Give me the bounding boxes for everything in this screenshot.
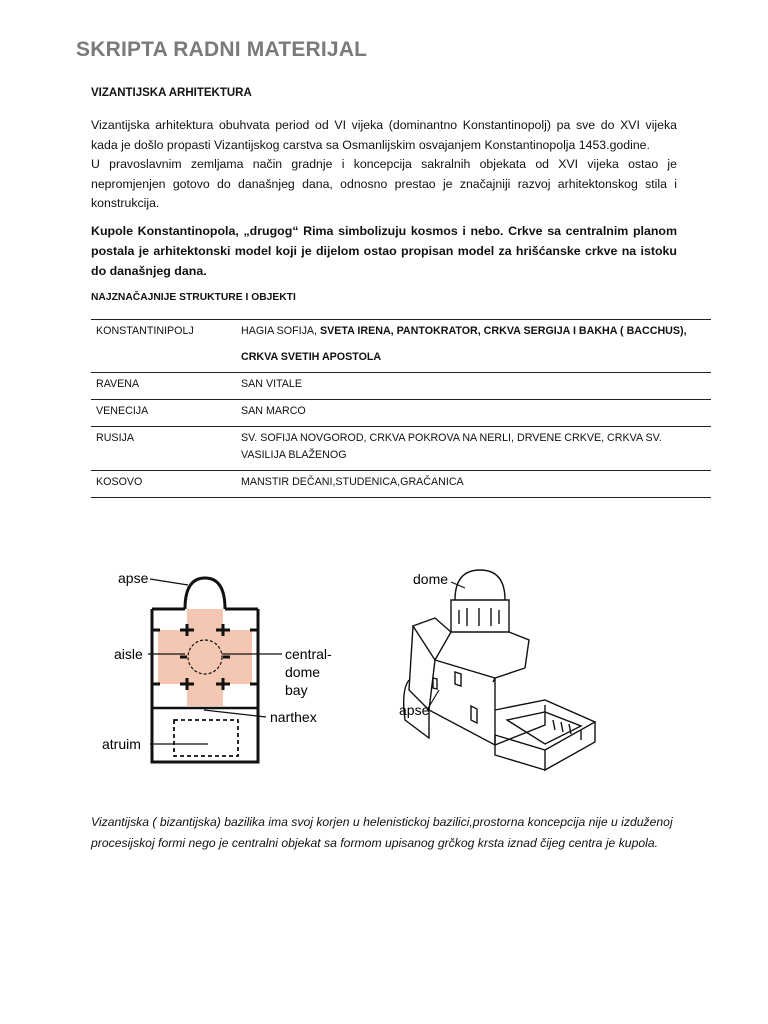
location-cell: VENECIJA [96, 405, 149, 417]
location-cell: RAVENA [96, 378, 140, 390]
objects-text-bold-2: CRKVA SVETIH APOSTOLA [241, 351, 382, 363]
table-row [91, 471, 711, 498]
objects-cell: SAN VITALE [241, 378, 302, 390]
objects-cell: SAN MARCO [241, 405, 306, 417]
location-cell: RUSIJA [96, 432, 135, 444]
basilica-plan-diagram [100, 560, 340, 790]
label-central-3: bay [285, 682, 308, 698]
section-title: VIZANTIJSKA ARHITEKTURA [91, 87, 252, 99]
label-central-2: dome [285, 664, 321, 680]
location-cell: KONSTANTINIPOLJ [96, 325, 194, 337]
label-central-1: central- [285, 646, 332, 662]
diagram-caption: Vizantijska ( bizantijska) bazilika ima svoj korjen u helenistickoj bazilici,prostorna koncepcija nije u izduženoj procesijskoj formi nego je centralni objekat sa formom upisanog grčkog krsta iznad čijeg centra je kupola. [91, 815, 673, 850]
table-row [91, 400, 711, 427]
objects-cell: SV. SOFIJA NOVGOROD, CRKVA POKROVA NA NERLI, DRVENE CRKVE, CRKVA SV. VASILIJA BLAŽENOG [241, 432, 662, 461]
objects-text-bold: SVETA IRENA, PANTOKRATOR, CRKVA SERGIJA I BAKHA ( BACCHUS), [320, 325, 687, 337]
table-row [91, 320, 711, 373]
label-atrium: atruim [102, 736, 141, 752]
label-apse: apse [118, 570, 149, 586]
label-aisle: aisle [114, 646, 143, 662]
table-row [91, 373, 711, 400]
intro-line-1: Vizantijska arhitektura obuhvata period od VI vijeka (dominantno Konstantinopolj) pa sve do XVI vijeka kada je došlo propasti Vizantijskog carstva sa Osmanlijskim osvajanjem Konstantinopolja 1453.godine. [91, 118, 677, 152]
central-dome-highlight [158, 609, 252, 706]
structures-table [91, 319, 711, 498]
objects-cell [236, 320, 711, 373]
label-dome: dome [413, 571, 449, 587]
objects-text: HAGIA SOFIJA, [241, 325, 320, 337]
objects-cell: MANSTIR DEČANI,STUDENICA,GRAČANICA [241, 476, 464, 488]
label-apse-iso: apse [399, 702, 430, 718]
location-cell: KOSOVO [96, 476, 143, 488]
structures-heading: NAJZNAČAJNIJE STRUKTURE I OBJEKTI [91, 292, 296, 303]
document-title: SKRIPTA RADNI MATERIJAL [76, 38, 368, 61]
emphasis-paragraph: Kupole Konstantinopola, „drugog“ Rima simbolizuju kosmos i nebo. Crkve sa centralnim planom postala je arhitektonski model koji je dijelom ostao propisan model za hrišćanske crkve na istoku do današnjeg dana. [91, 224, 677, 278]
label-narthex: narthex [270, 709, 317, 725]
intro-paragraph [91, 116, 677, 214]
table-row [91, 427, 711, 471]
intro-line-2: U pravoslavnim zemljama način gradnje i koncepcija sakralnih objekata od XVI vijeka ostao je nepromjenjen gotovo do današnjeg dana, odnosno prestao je značajniji razvoj arhitektonskog stila i konstrukcija. [91, 157, 677, 210]
church-isometric-diagram [395, 560, 615, 790]
